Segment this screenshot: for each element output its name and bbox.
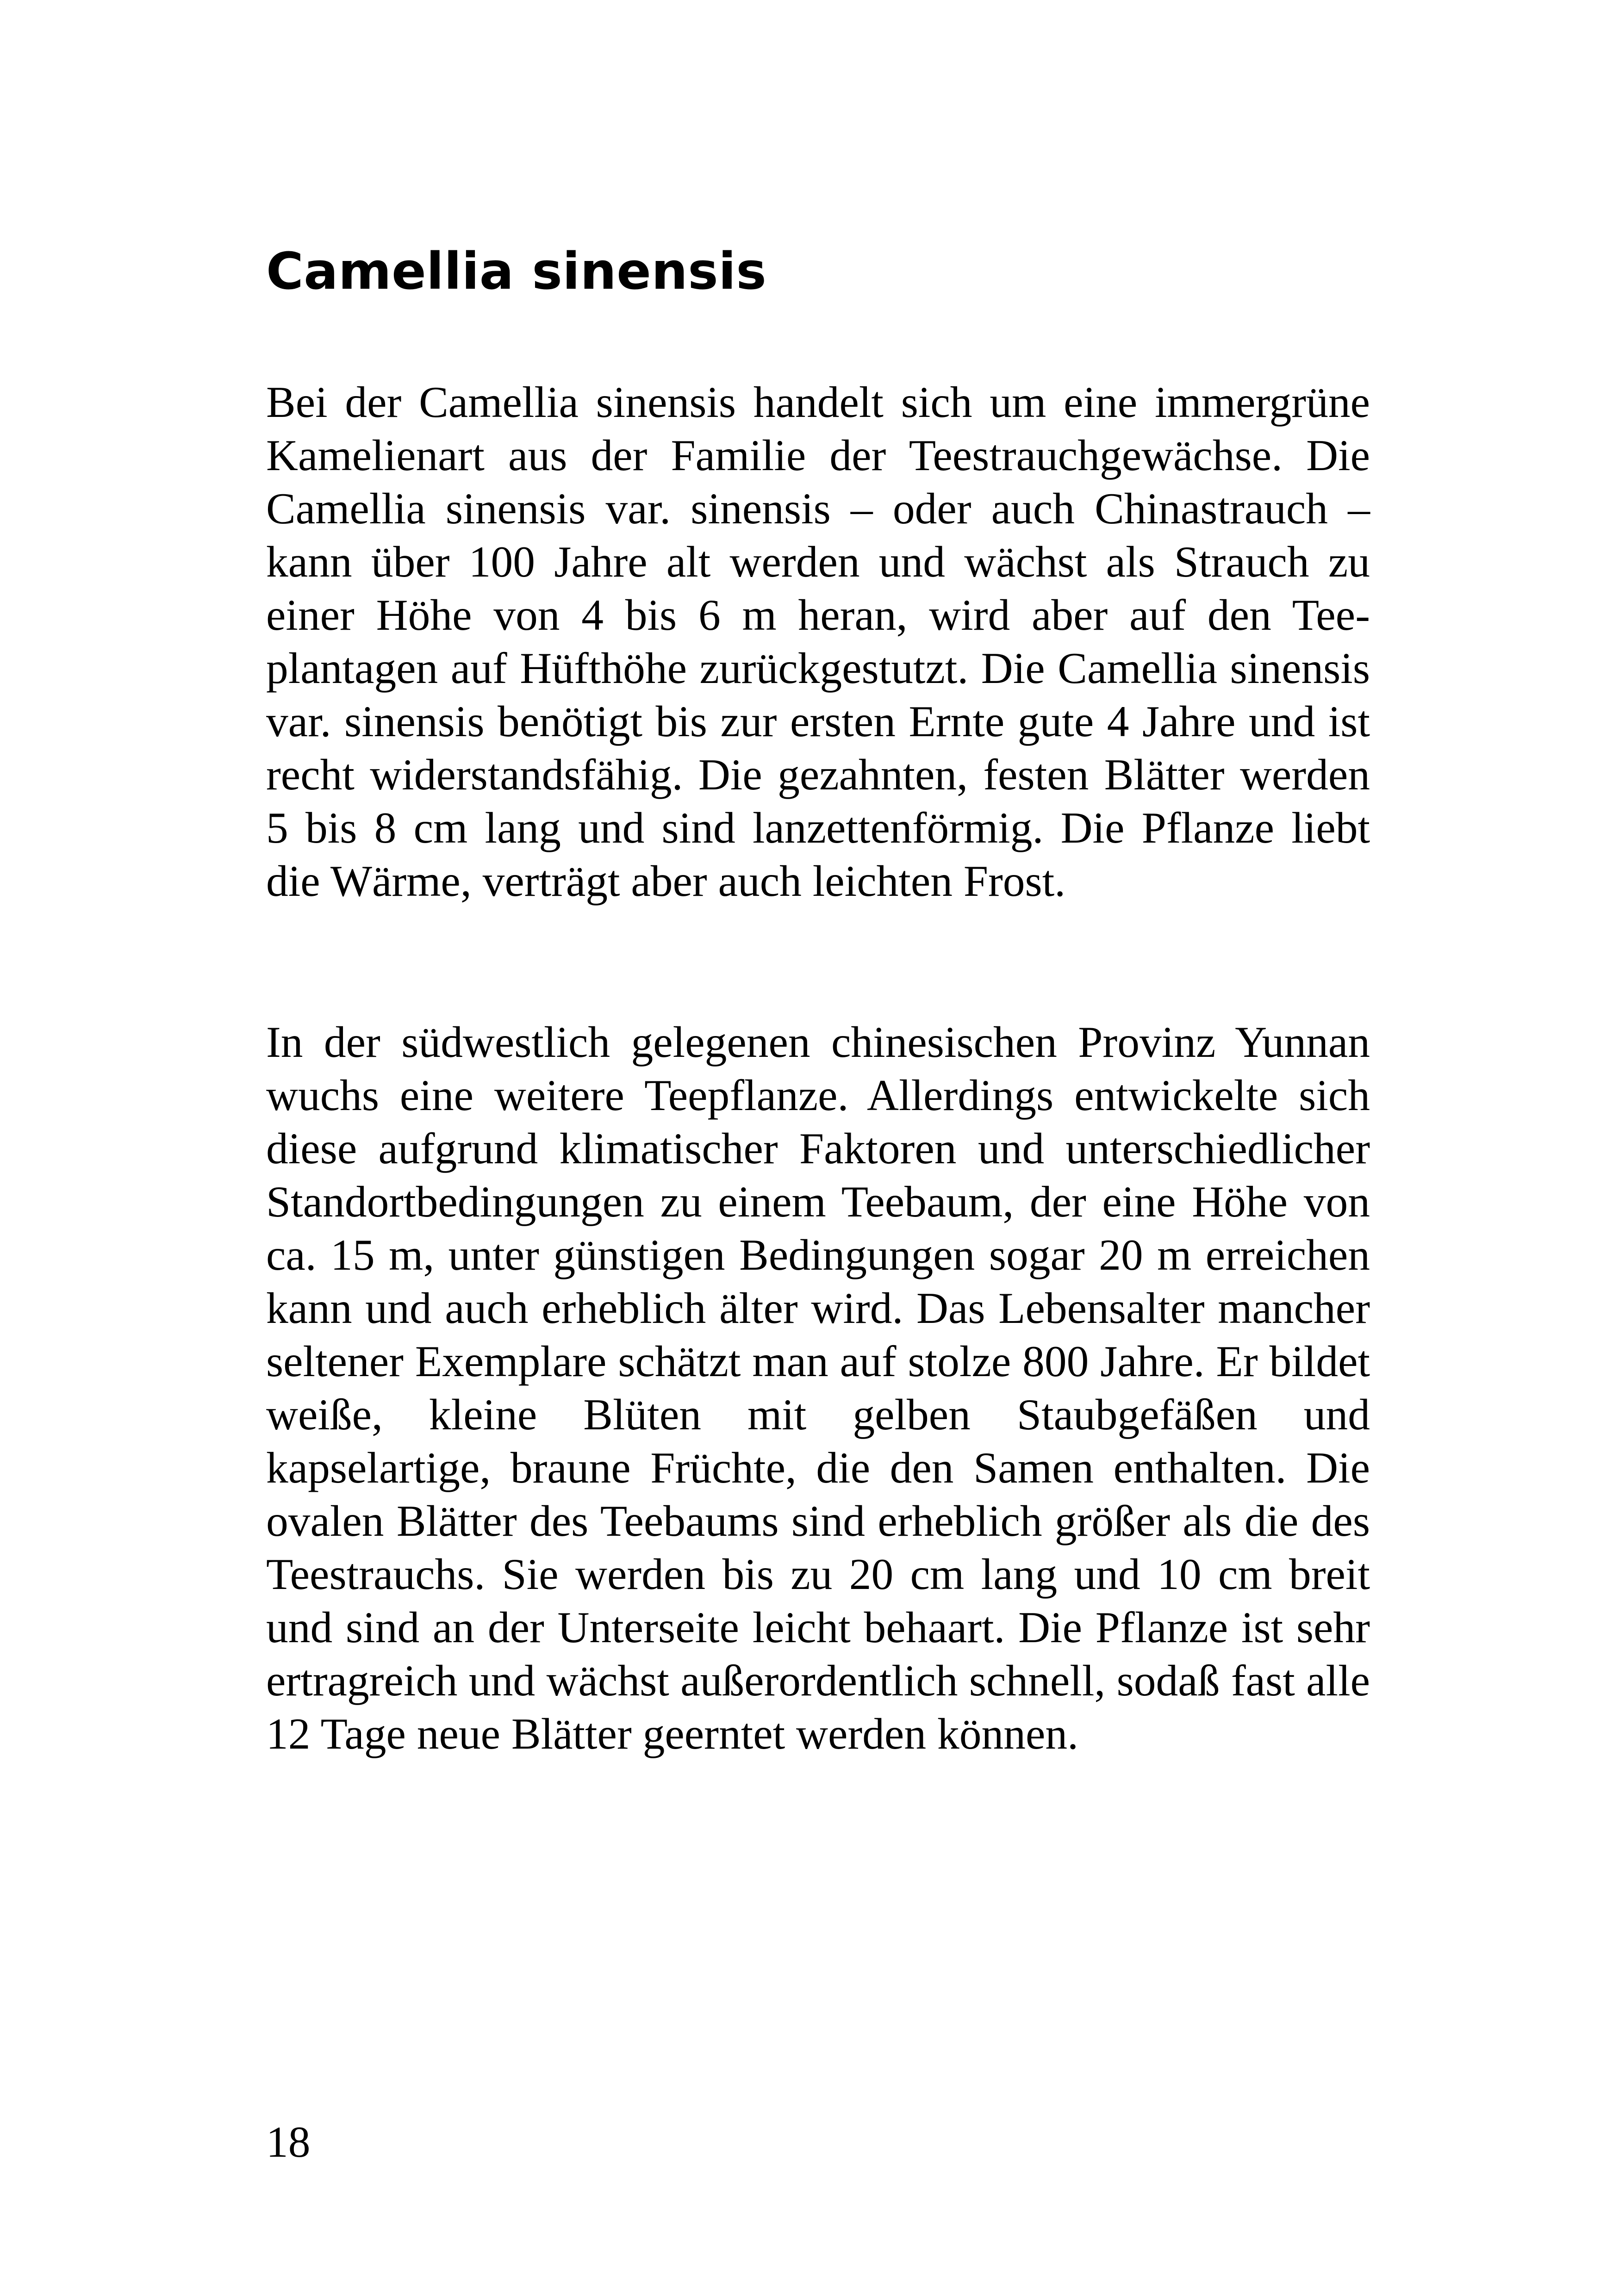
page-number: 18 bbox=[266, 2117, 311, 2166]
paragraph-yunnan-tea-tree: In der südwestlich gelegenen chinesischen Provinz Yunnan wuchs eine weitere Teepflanze. Allerdings entwickelte sich diese aufgrund klimatischer Faktoren und unterschiedlicher Standortbedingungen zu einem Teebaum, der eine Höhe von ca. 15 m, unter günstigen Bedingungen sogar 20 m erreichen kann und auch erheblich älter wird. Das Lebensalter mancher seltener Exemplare schätzt man auf stolze 800 Jahre. Er bildet weiße, kleine Blüten mit gelben Staubgefäßen und kapselartige, braune Früchte, die den Samen enthalten. Die ovalen Blätter des Teebaums sind erheblich größer als die des Teestrauchs. Sie werden bis zu 20 cm lang und 10 cm breit und sind an der Unterseite leicht behaart. Die Pflanze ist sehr ertragreich und wächst außerordentlich schnell, sodaß fast alle 12 Tage neue Blätter geerntet werden können. bbox=[266, 1018, 1370, 1758]
page-title: Camellia sinensis bbox=[266, 242, 767, 301]
paragraph-camellia-sinensis: Bei der Camellia sinensis handelt sich um eine immergrüne Kamelienart aus der Familie der Teestrauchgewächse. Die Camellia sinensis var. sinensis – oder auch Chinastrauch – kann über 100 Jahre alt werden und wächst als Strauch zu einer Höhe von 4 bis 6 m heran, wird aber auf den Teeplantagen auf Hüfthöhe zurückgestutzt. Die Camellia sinensis var. sinensis benötigt bis zur ersten Ernte gute 4 Jahre und ist recht widerstandsfähig. Die gezahnten, festen Blätter werden 5 bis 8 cm lang und sind lanzettenförmig. Die Pflanze liebt die Wärme, verträgt aber auch leichten Frost. bbox=[266, 378, 1370, 906]
